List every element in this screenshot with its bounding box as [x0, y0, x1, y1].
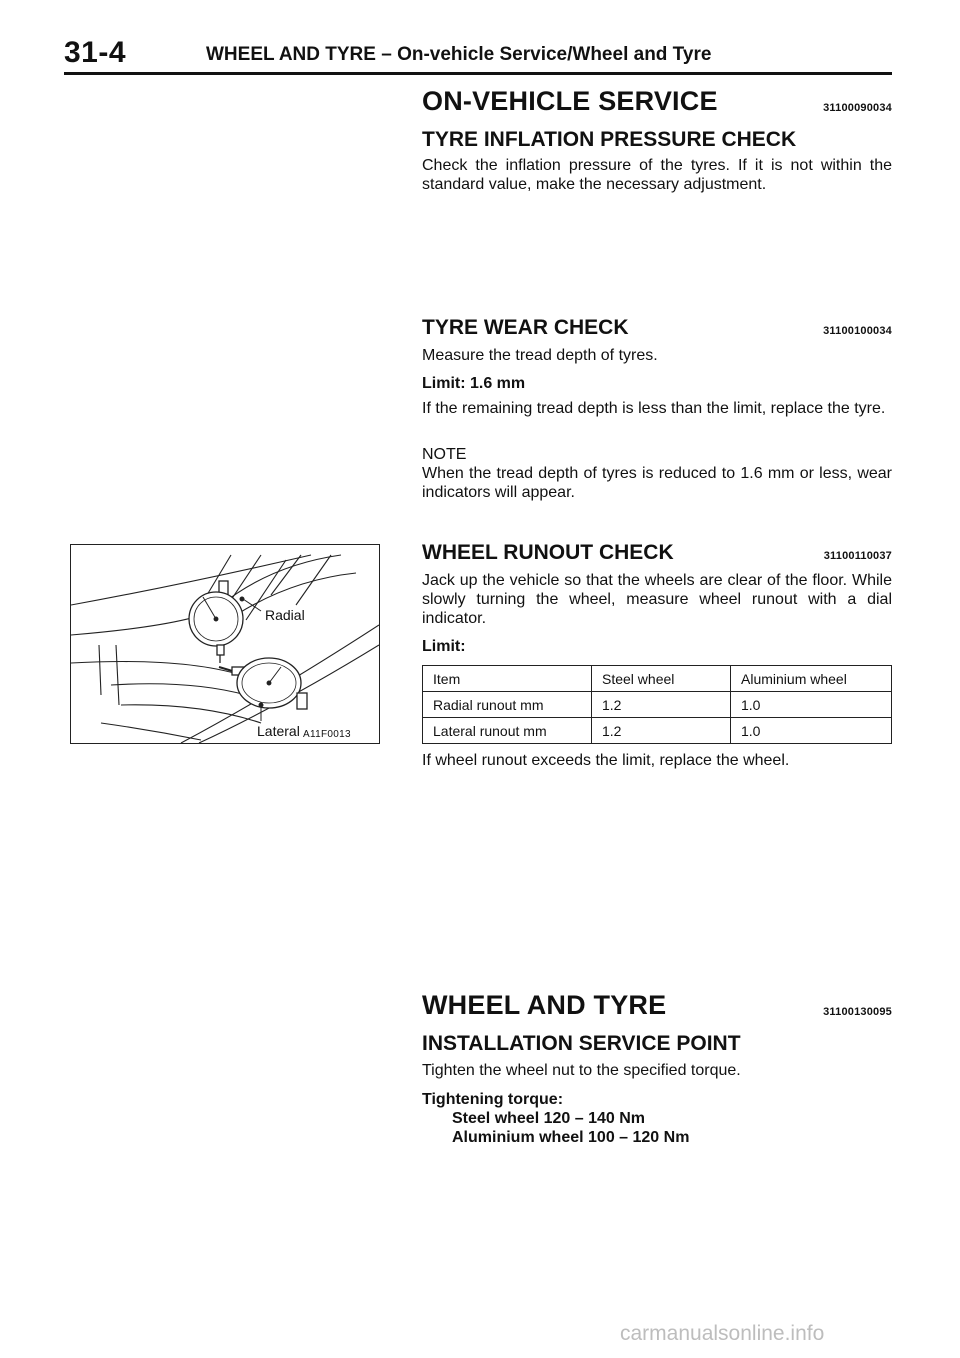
section-on-vehicle-service	[422, 86, 892, 120]
table-header-cell: Item	[423, 666, 592, 692]
dial-indicator-figure	[70, 544, 380, 744]
wheel-runout-limit-label: Limit:	[422, 638, 466, 655]
installation-heading: INSTALLATION SERVICE POINT	[422, 1032, 741, 1055]
header-rule	[64, 72, 892, 75]
installation-text: Tighten the wheel nut to the specified torque.	[422, 1062, 741, 1079]
page-title: WHEEL AND TYRE – On-vehicle Service/Wheel and Tyre	[206, 44, 712, 65]
tyre-inflation-heading: TYRE INFLATION PRESSURE CHECK	[422, 128, 797, 151]
on-vehicle-service-code: 31100090034	[823, 102, 892, 114]
tightening-torque-label: Tightening torque:	[422, 1091, 564, 1108]
tyre-wear-header	[422, 316, 892, 342]
tyre-wear-note-text: When the tread depth of tyres is reduced to 1.6 mm or less, wear indicators will appear.	[422, 465, 892, 501]
tyre-wear-text2: If the remaining tread depth is less than the limit, replace the tyre.	[422, 400, 886, 417]
tyre-wear-note-label: NOTE	[422, 446, 467, 463]
wheel-and-tyre-code: 31100130095	[823, 1006, 892, 1018]
torque-steel-wheel: Steel wheel 120 – 140 Nm	[452, 1110, 645, 1127]
table-cell: 1.2	[592, 692, 731, 718]
tyre-wear-heading: TYRE WEAR CHECK	[422, 316, 629, 339]
wheel-runout-heading: WHEEL RUNOUT CHECK	[422, 541, 674, 564]
table-row	[423, 718, 892, 744]
dial-indicator-illustration	[71, 545, 379, 743]
figure-label-radial: Radial	[265, 607, 305, 623]
table-header-cell: Aluminium wheel	[731, 666, 892, 692]
figure-code: A11F0013	[303, 729, 351, 740]
page-number: 31-4	[64, 36, 127, 69]
table-cell: 1.0	[731, 692, 892, 718]
table-cell: Lateral runout mm	[423, 718, 592, 744]
table-cell: 1.0	[731, 718, 892, 744]
wheel-runout-after-text: If wheel runout exceeds the limit, replace the wheel.	[422, 752, 790, 769]
tyre-inflation-text: Check the inflation pressure of the tyres. If it is not within the standard value, make the necessary adjustment.	[422, 157, 892, 193]
section-wheel-and-tyre	[422, 990, 892, 1024]
on-vehicle-service-heading: ON-VEHICLE SERVICE	[422, 86, 718, 116]
table-cell: Radial runout mm	[423, 692, 592, 718]
figure-label-lateral: Lateral	[257, 723, 300, 739]
tyre-wear-text1: Measure the tread depth of tyres.	[422, 347, 658, 364]
torque-aluminium-wheel: Aluminium wheel 100 – 120 Nm	[452, 1129, 690, 1146]
wheel-and-tyre-heading: WHEEL AND TYRE	[422, 990, 667, 1020]
tyre-wear-code: 31100100034	[823, 325, 892, 337]
table-row	[423, 692, 892, 718]
wheel-runout-text: Jack up the vehicle so that the wheels are clear of the floor. While slowly turning the wheel, measure wheel runout with a dial indicator.	[422, 572, 892, 627]
table-header-row	[423, 666, 892, 692]
tyre-wear-limit: Limit: 1.6 mm	[422, 375, 526, 392]
watermark: carmanualsonline.info	[620, 1322, 825, 1345]
table-header-cell: Steel wheel	[592, 666, 731, 692]
runout-limit-table	[422, 665, 892, 744]
wheel-runout-header	[422, 541, 892, 567]
wheel-runout-code: 31100110037	[823, 550, 892, 562]
table-cell: 1.2	[592, 718, 731, 744]
